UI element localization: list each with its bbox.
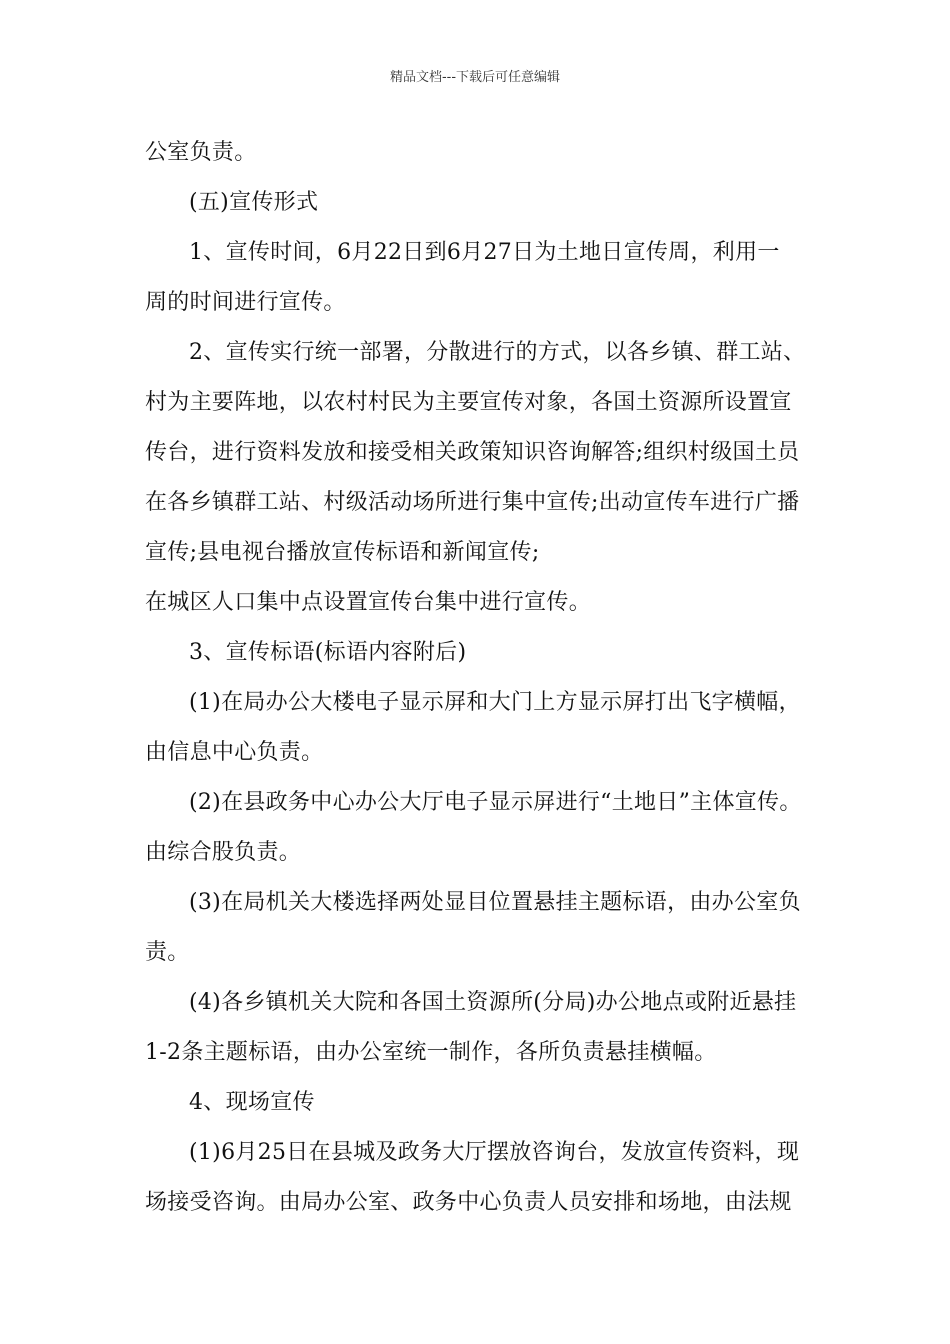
text-line: 公室负责。 bbox=[145, 140, 257, 165]
text-line: 由综合股负责。 bbox=[145, 840, 302, 865]
text-line: 责。 bbox=[145, 940, 190, 965]
page-header: 精品文档---下载后可任意编辑 bbox=[389, 70, 561, 85]
text-line: 宣传;县电视台播放宣传标语和新闻宣传; bbox=[145, 540, 540, 565]
text-line: (3)在局机关大楼选择两处显目位置悬挂主题标语，由办公室负 bbox=[189, 890, 801, 915]
text-line: 1、宣传时间，6月22日到6月27日为土地日宣传周，利用一 bbox=[189, 240, 780, 265]
text-line: 在各乡镇群工站、村级活动场所进行集中宣传;出动宣传车进行广播 bbox=[145, 490, 800, 515]
text-line: 在城区人口集中点设置宣传台集中进行宣传。 bbox=[145, 590, 592, 615]
document-body bbox=[145, 128, 815, 1228]
text-line: 由信息中心负责。 bbox=[145, 740, 324, 765]
text-line: 周的时间进行宣传。 bbox=[145, 290, 346, 315]
text-line: 1-2条主题标语，由办公室统一制作，各所负责悬挂横幅。 bbox=[145, 1040, 717, 1065]
text-line: (4)各乡镇机关大院和各国土资源所(分局)办公地点或附近悬挂 bbox=[189, 990, 797, 1015]
text-line: 4、现场宣传 bbox=[189, 1090, 315, 1115]
text-line: 场接受咨询。由局办公室、政务中心负责人员安排和场地，由法规 bbox=[145, 1190, 792, 1215]
text-line: 2、宣传实行统一部署，分散进行的方式，以各乡镇、群工站、 bbox=[189, 340, 806, 365]
text-line: 3、宣传标语(标语内容附后) bbox=[189, 640, 467, 665]
text-line: (1)在局办公大楼电子显示屏和大门上方显示屏打出飞字横幅， bbox=[189, 690, 801, 715]
section-heading: (五)宣传形式 bbox=[189, 190, 319, 215]
text-line: (1)6月25日在县城及政务大厅摆放咨询台，发放宣传资料，现 bbox=[189, 1140, 800, 1165]
text-line: 传台，进行资料发放和接受相关政策知识咨询解答;组织村级国土员 bbox=[145, 440, 800, 465]
text-line: (2)在县政务中心办公大厅电子显示屏进行“土地日”主体宣传。 bbox=[189, 790, 802, 815]
text-line: 村为主要阵地，以农村村民为主要宣传对象，各国土资源所设置宣 bbox=[145, 390, 792, 415]
